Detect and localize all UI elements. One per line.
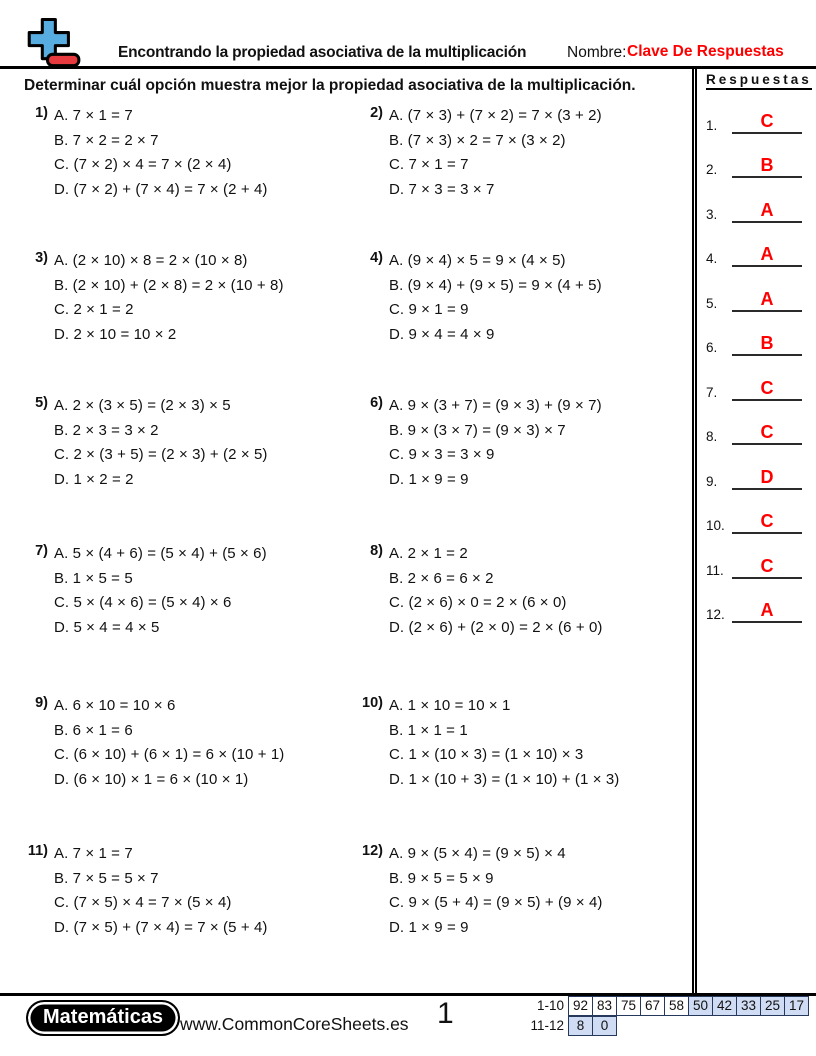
question-number: 9) — [35, 695, 48, 711]
question-number: 1) — [35, 105, 48, 121]
option-d: D. 2 × 10 = 10 × 2 — [54, 325, 177, 343]
answer-line — [732, 244, 802, 267]
answer-slot-10 — [706, 502, 802, 534]
answer-number: 5. — [706, 296, 718, 311]
option-d: D. 1 × 2 = 2 — [54, 470, 134, 488]
score-cell: 75 — [616, 996, 641, 1016]
answer-slot-3 — [706, 191, 802, 223]
answer-line — [732, 155, 802, 178]
instructions-text: Determinar cuál opción muestra mejor la propiedad asociativa de la multiplicación. — [24, 77, 636, 94]
website-url: www.CommonCoreSheets.es — [180, 1014, 409, 1034]
answer-number: 3. — [706, 207, 718, 222]
question-number: 11) — [27, 843, 48, 859]
option-b: B. 2 × 3 = 3 × 2 — [54, 421, 159, 439]
score-cell: 92 — [568, 996, 593, 1016]
option-d: D. 5 × 4 = 4 × 5 — [54, 618, 160, 636]
answer-slot-11 — [706, 547, 802, 579]
option-d: D. 1 × 9 = 9 — [389, 918, 469, 936]
answer-line — [732, 111, 802, 134]
answer-line — [732, 422, 802, 445]
option-c: C. (2 × 6) × 0 = 2 × (6 × 0) — [389, 594, 567, 611]
option-c: C. 9 × (5 + 4) = (9 × 5) + (9 × 4) — [389, 894, 603, 911]
answer-letter: B — [760, 155, 774, 175]
score-row-label: 11-12 — [530, 1018, 564, 1033]
option-d: D. (7 × 2) + (7 × 4) = 7 × (2 + 4) — [54, 180, 268, 198]
option-b: B. (2 × 10) + (2 × 8) = 2 × (10 + 8) — [54, 276, 284, 294]
answer-slot-4 — [706, 235, 802, 267]
answer-number: 7. — [706, 385, 718, 400]
option-c: C. 7 × 1 = 7 — [389, 156, 469, 173]
answer-slot-7 — [706, 369, 802, 401]
question-number: 12) — [362, 843, 383, 859]
answer-letter: A — [760, 289, 774, 309]
option-b: B. 1 × 5 = 5 — [54, 569, 133, 587]
question-2 — [355, 104, 691, 202]
question-4 — [355, 249, 691, 347]
option-b: B. (7 × 3) × 2 = 7 × (3 × 2) — [389, 131, 566, 149]
option-b: B. 7 × 5 = 5 × 7 — [54, 869, 159, 887]
answer-line — [732, 600, 802, 623]
answers-column-divider — [692, 67, 697, 993]
score-cell: 17 — [784, 996, 809, 1016]
name-value-answer-key: Clave De Respuestas — [627, 43, 784, 60]
question-number: 8) — [370, 543, 383, 559]
option-d: D. 1 × (10 + 3) = (1 × 10) + (1 × 3) — [389, 770, 620, 788]
question-number: 7) — [35, 543, 48, 559]
page-number: 1 — [437, 997, 454, 1030]
option-c: C. 2 × 1 = 2 — [54, 301, 134, 318]
score-row-11-12 — [523, 1016, 809, 1036]
score-cell: 50 — [688, 996, 713, 1016]
answer-slot-5 — [706, 280, 802, 312]
option-c: C. 9 × 1 = 9 — [389, 301, 469, 318]
question-number: 2) — [370, 105, 383, 121]
option-a: A. (7 × 3) + (7 × 2) = 7 × (3 + 2) — [389, 107, 602, 124]
option-d: D. (7 × 5) + (7 × 4) = 7 × (5 + 4) — [54, 918, 268, 936]
option-b: B. 6 × 1 = 6 — [54, 721, 133, 739]
answer-letter: C — [760, 111, 774, 131]
answer-line — [732, 333, 802, 356]
answer-number: 10. — [706, 518, 725, 533]
option-c: C. 9 × 3 = 3 × 9 — [389, 446, 495, 463]
answer-slot-2 — [706, 146, 802, 178]
answer-slot-1 — [706, 102, 802, 134]
answers-column-title: Respuestas — [706, 72, 812, 90]
option-b: B. 1 × 1 = 1 — [389, 721, 468, 739]
answer-line — [732, 467, 802, 490]
answer-letter: D — [760, 467, 774, 487]
plus-minus-logo-icon — [20, 16, 82, 70]
question-7 — [20, 542, 356, 640]
answer-letter: C — [760, 422, 774, 442]
option-c: C. 5 × (4 × 6) = (5 × 4) × 6 — [54, 594, 232, 611]
score-row-1-10 — [523, 996, 809, 1016]
answer-slot-6 — [706, 324, 802, 356]
option-b: B. 2 × 6 = 6 × 2 — [389, 569, 494, 587]
answer-line — [732, 200, 802, 223]
answer-letter: C — [760, 511, 774, 531]
question-6 — [355, 394, 691, 492]
score-cell: 58 — [664, 996, 689, 1016]
answer-number: 4. — [706, 251, 718, 266]
option-a: A. 6 × 10 = 10 × 6 — [54, 697, 176, 714]
option-b: B. (9 × 4) + (9 × 5) = 9 × (4 + 5) — [389, 276, 602, 294]
question-1 — [20, 104, 356, 202]
option-a: A. 7 × 1 = 7 — [54, 845, 133, 862]
question-11 — [20, 842, 356, 940]
answer-line — [732, 556, 802, 579]
name-label: Nombre: — [567, 44, 627, 61]
option-d: D. 7 × 3 = 3 × 7 — [389, 180, 495, 198]
answer-letter: A — [760, 200, 774, 220]
score-cell: 67 — [640, 996, 665, 1016]
score-row-label: 1-10 — [536, 998, 564, 1013]
option-c: C. (7 × 5) × 4 = 7 × (5 × 4) — [54, 894, 232, 911]
option-b: B. 7 × 2 = 2 × 7 — [54, 131, 159, 149]
option-a: A. 7 × 1 = 7 — [54, 107, 133, 124]
answer-letter: A — [760, 244, 774, 264]
option-c: C. (7 × 2) × 4 = 7 × (2 × 4) — [54, 156, 232, 173]
answer-number: 8. — [706, 429, 718, 444]
score-cell: 25 — [760, 996, 785, 1016]
question-12 — [355, 842, 691, 940]
answer-line — [732, 289, 802, 312]
option-a: A. 2 × 1 = 2 — [389, 545, 468, 562]
option-d: D. (2 × 6) + (2 × 0) = 2 × (6 + 0) — [389, 618, 603, 636]
question-5 — [20, 394, 356, 492]
score-cell: 42 — [712, 996, 737, 1016]
score-cell: 33 — [736, 996, 761, 1016]
brand-badge: Matemáticas — [26, 1000, 180, 1036]
score-cell: 8 — [568, 1016, 593, 1036]
option-d: D. 9 × 4 = 4 × 9 — [389, 325, 495, 343]
question-number: 6) — [370, 395, 383, 411]
answer-line — [732, 378, 802, 401]
option-c: C. (6 × 10) + (6 × 1) = 6 × (10 + 1) — [54, 746, 285, 763]
score-table — [523, 996, 809, 1036]
answer-letter: A — [760, 600, 774, 620]
page-title: Encontrando la propiedad asociativa de la multiplicación — [118, 44, 527, 61]
question-number: 5) — [35, 395, 48, 411]
score-cell: 83 — [592, 996, 617, 1016]
answer-number: 12. — [706, 607, 725, 622]
minus-icon — [48, 54, 79, 65]
answer-slot-12 — [706, 591, 802, 623]
option-a: A. 2 × (3 × 5) = (2 × 3) × 5 — [54, 397, 231, 414]
question-9 — [20, 694, 356, 792]
question-number: 3) — [35, 250, 48, 266]
option-b: B. 9 × (3 × 7) = (9 × 3) × 7 — [389, 421, 566, 439]
question-3 — [20, 249, 356, 347]
question-8 — [355, 542, 691, 640]
option-a: A. (2 × 10) × 8 = 2 × (10 × 8) — [54, 252, 248, 269]
option-c: C. 1 × (10 × 3) = (1 × 10) × 3 — [389, 746, 584, 763]
answer-number: 1. — [706, 118, 718, 133]
score-cell: 0 — [592, 1016, 617, 1036]
answer-number: 6. — [706, 340, 718, 355]
answer-number: 2. — [706, 162, 718, 177]
option-a: A. 1 × 10 = 10 × 1 — [389, 697, 511, 714]
answer-number: 11. — [706, 563, 724, 578]
answer-slot-8 — [706, 413, 802, 445]
answer-number: 9. — [706, 474, 718, 489]
option-d: D. 1 × 9 = 9 — [389, 470, 469, 488]
question-10 — [355, 694, 691, 792]
option-c: C. 2 × (3 + 5) = (2 × 3) + (2 × 5) — [54, 446, 268, 463]
question-number: 4) — [370, 250, 383, 266]
option-d: D. (6 × 10) × 1 = 6 × (10 × 1) — [54, 770, 249, 788]
answer-letter: C — [760, 556, 774, 576]
option-a: A. 9 × (5 × 4) = (9 × 5) × 4 — [389, 845, 566, 862]
option-a: A. 9 × (3 + 7) = (9 × 3) + (9 × 7) — [389, 397, 602, 414]
question-number: 10) — [362, 695, 383, 711]
answer-letter: B — [760, 333, 774, 353]
answer-letter: C — [760, 378, 774, 398]
option-a: A. 5 × (4 + 6) = (5 × 4) + (5 × 6) — [54, 545, 267, 562]
option-a: A. (9 × 4) × 5 = 9 × (4 × 5) — [389, 252, 566, 269]
answer-line — [732, 511, 802, 534]
answer-slot-9 — [706, 458, 802, 490]
option-b: B. 9 × 5 = 5 × 9 — [389, 869, 494, 887]
